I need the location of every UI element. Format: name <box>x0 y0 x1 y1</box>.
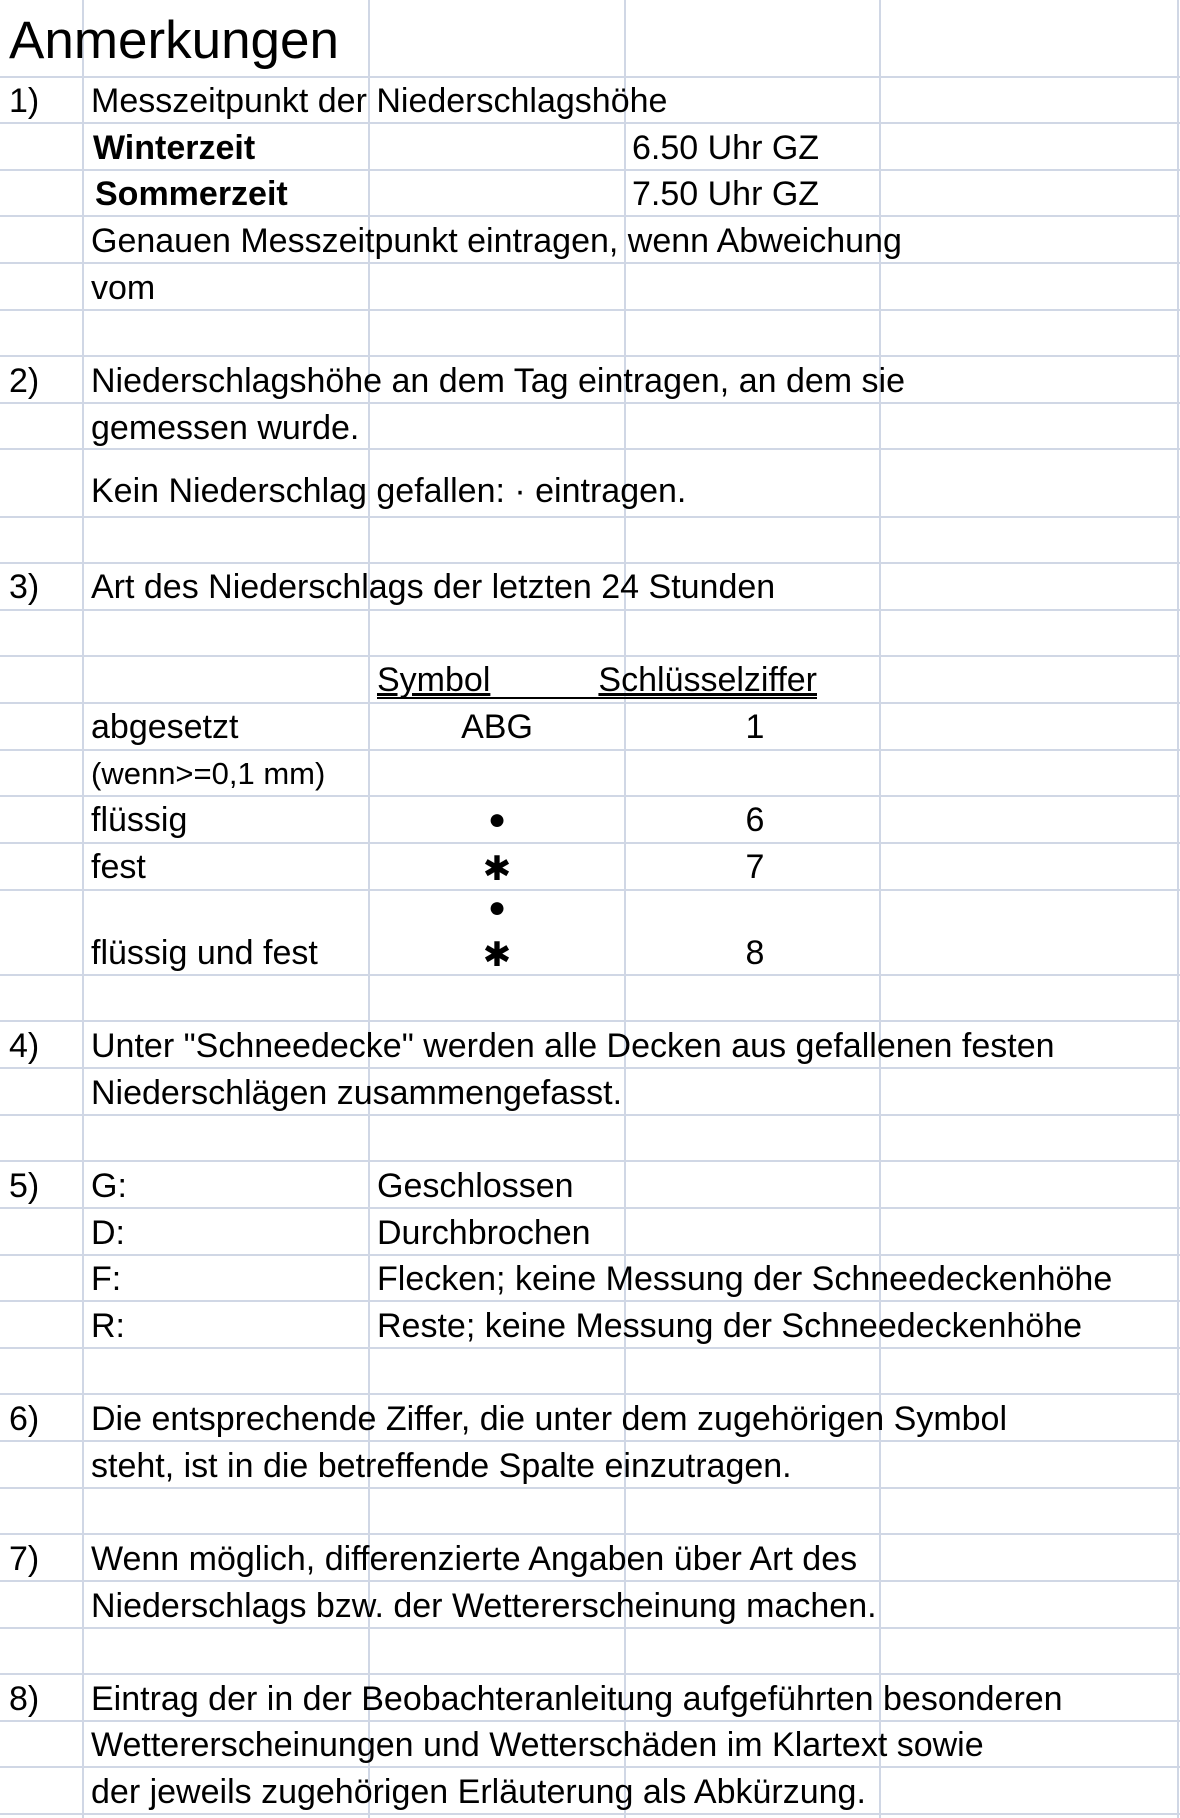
liquid-symbol-icon: ● <box>487 803 507 836</box>
note-7-number: 7) <box>9 1540 40 1578</box>
snow-code: F: <box>91 1260 122 1298</box>
snow-code-description: Flecken; keine Messung der Schneedeckenhöhe <box>377 1260 1113 1298</box>
note-2-line-1: Niederschlagshöhe an dem Tag eintragen, an dem sie <box>91 362 906 400</box>
type-row-key: 8 <box>745 934 765 972</box>
type-row-label: (wenn>=0,1 mm) <box>91 756 326 791</box>
type-row-label: flüssig <box>91 801 188 839</box>
note-1-heading: Messzeitpunkt der Niederschlagshöhe <box>91 82 668 120</box>
snow-code: D: <box>91 1214 125 1252</box>
type-row-symbol: ABG <box>461 708 533 746</box>
note-4-line-1: Unter "Schneedecke" werden alle Decken aus gefallenen festen <box>91 1027 1055 1065</box>
column-header-key: Schlüsselziffer <box>598 661 817 699</box>
note-2-line-2: gemessen wurde. <box>91 409 360 447</box>
note-7-line-1: Wenn möglich, differenzierte Angaben über Art des <box>91 1540 858 1578</box>
note-8-line-1: Eintrag der in der Beobachteranleitung aufgeführten besonderen <box>91 1680 1063 1718</box>
note-8-line-2: Wettererscheinungen und Wetterschäden im Klartext sowie <box>91 1726 984 1764</box>
note-7-line-2: Niederschlags bzw. der Wettererscheinung machen. <box>91 1587 877 1625</box>
type-row-label: fest <box>91 848 146 886</box>
sommer-label: Sommerzeit <box>95 175 288 213</box>
note-8-line-3: der jeweils zugehörigen Erläuterung als Abkürzung. <box>91 1773 866 1811</box>
note-1-line-1: Genauen Messzeitpunkt eintragen, wenn Abweichung <box>91 222 902 260</box>
snow-code-description: Reste; keine Messung der Schneedeckenhöhe <box>377 1307 1083 1345</box>
note-8-number: 8) <box>9 1680 40 1718</box>
winter-value: 6.50 Uhr GZ <box>632 129 820 167</box>
solid-symbol-icon: ✱ <box>482 850 512 888</box>
note-6-number: 6) <box>9 1400 40 1438</box>
note-4-line-2: Niederschlägen zusammengefasst. <box>91 1074 623 1112</box>
sommer-value: 7.50 Uhr GZ <box>632 175 820 213</box>
note-6-line-1: Die entsprechende Ziffer, die unter dem zugehörigen Symbol <box>91 1400 1008 1438</box>
note-1-number: 1) <box>9 82 40 120</box>
note-5-number: 5) <box>9 1167 40 1205</box>
type-row-label: flüssig und fest <box>91 934 318 972</box>
note-2-line-3: Kein Niederschlag gefallen: · eintragen. <box>91 472 687 510</box>
type-row-key: 1 <box>745 708 765 746</box>
note-4-number: 4) <box>9 1027 40 1065</box>
snow-code: G: <box>91 1167 127 1205</box>
sheet-title: Anmerkungen <box>9 11 339 70</box>
type-row-key: 6 <box>745 801 765 839</box>
header-underline <box>377 697 817 699</box>
note-2-number: 2) <box>9 362 40 400</box>
liquid-symbol-icon: ● <box>487 891 507 924</box>
solid-symbol-icon: ✱ <box>482 936 512 974</box>
type-row-key: 7 <box>745 848 765 886</box>
winter-label: Winterzeit <box>93 129 256 167</box>
note-3-heading: Art des Niederschlags der letzten 24 Stunden <box>91 568 776 606</box>
column-header-symbol: Symbol <box>377 661 491 699</box>
note-3-number: 3) <box>9 568 40 606</box>
note-1-line-2: vom <box>91 269 156 307</box>
snow-code: R: <box>91 1307 125 1345</box>
note-6-line-2: steht, ist in die betreffende Spalte einzutragen. <box>91 1447 792 1485</box>
snow-code-description: Durchbrochen <box>377 1214 591 1252</box>
type-row-label: abgesetzt <box>91 708 239 746</box>
snow-code-description: Geschlossen <box>377 1167 574 1205</box>
